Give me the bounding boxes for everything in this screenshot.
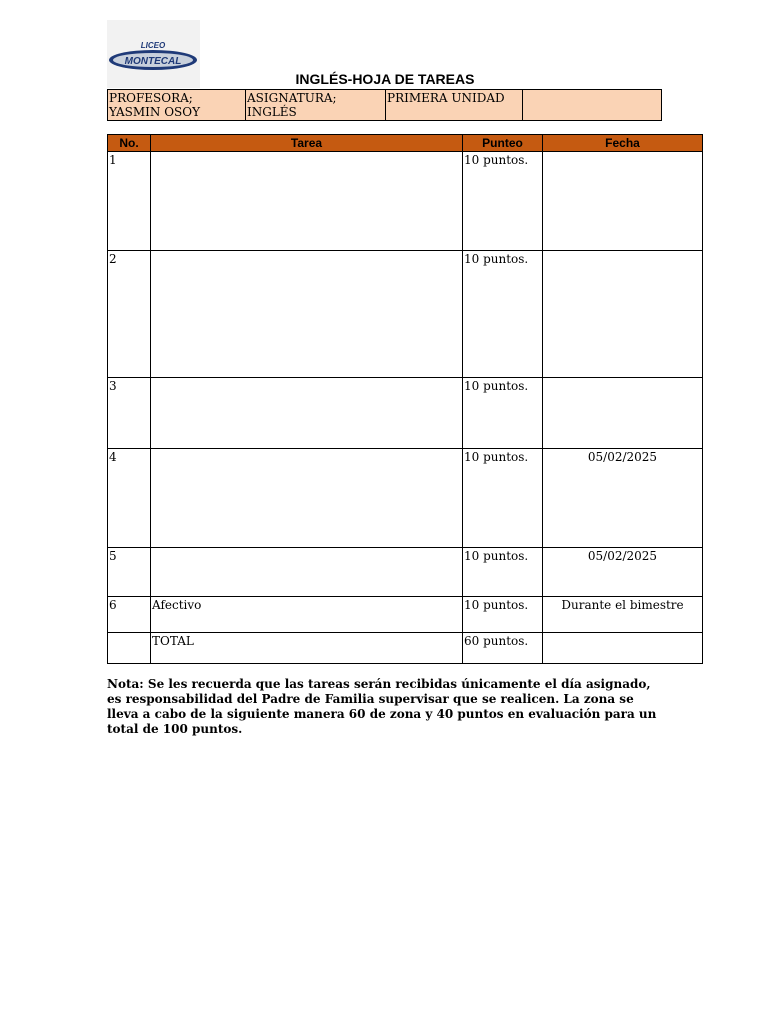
row-points: 10 puntos. [463,251,543,378]
row-date: Durante el bimestre [543,597,703,633]
row-no: 1 [108,152,151,251]
school-logo [107,20,200,88]
logo-text-top: LICEO [140,41,166,50]
row-points: 10 puntos. [463,152,543,251]
subject-name: INGLÉS [247,105,297,119]
teacher-cell [108,90,246,121]
table-row [108,597,703,633]
header-task: Tarea [151,135,463,152]
subject-label: ASIGNATURA; [247,91,337,105]
row-date: 05/02/2025 [543,449,703,548]
tasks-table [107,134,703,664]
row-date: 05/02/2025 [543,548,703,597]
note-text: Nota: Se les recuerda que las tareas serán recibidas únicamente el día asignado, es responsabilidad del Padre de Familia supervisar que se realicen. La zona se lleva a cabo de la siguiente manera 60 de zona y 40 puntos en evaluación para un total de 100 puntos. [107,677,657,736]
row-task [151,449,463,548]
table-row-total [108,633,703,664]
row-points: 60 puntos. [463,633,543,664]
header-points: Punteo [463,135,543,152]
row-date [543,378,703,449]
row-points: 10 puntos. [463,378,543,449]
row-date [543,633,703,664]
header-no: No. [108,135,151,152]
row-task [151,548,463,597]
row-no: 3 [108,378,151,449]
row-date [543,152,703,251]
table-row [108,449,703,548]
teacher-name: YASMIN OSOY [109,105,201,119]
logo-graphic [107,20,200,88]
teacher-label: PROFESORA; [109,91,193,105]
header-date: Fecha [543,135,703,152]
row-points: 10 puntos. [463,449,543,548]
row-task: TOTAL [151,633,463,664]
row-points: 10 puntos. [463,597,543,633]
row-no: 5 [108,548,151,597]
row-task: Afectivo [151,597,463,633]
row-task [151,152,463,251]
info-table [107,89,662,121]
logo-text-main: MONTECAL [124,56,182,67]
row-no: 2 [108,251,151,378]
row-no [108,633,151,664]
row-task [151,251,463,378]
unit-cell: PRIMERA UNIDAD [386,90,523,121]
page-title: INGLÉS-HOJA DE TAREAS [295,71,475,87]
row-points: 10 puntos. [463,548,543,597]
table-row [108,251,703,378]
table-row [108,152,703,251]
table-row [108,378,703,449]
row-date [543,251,703,378]
table-row [108,548,703,597]
row-no: 4 [108,449,151,548]
subject-cell [246,90,386,121]
row-no: 6 [108,597,151,633]
extra-cell [523,90,662,121]
row-task [151,378,463,449]
table-header-row [108,135,703,152]
